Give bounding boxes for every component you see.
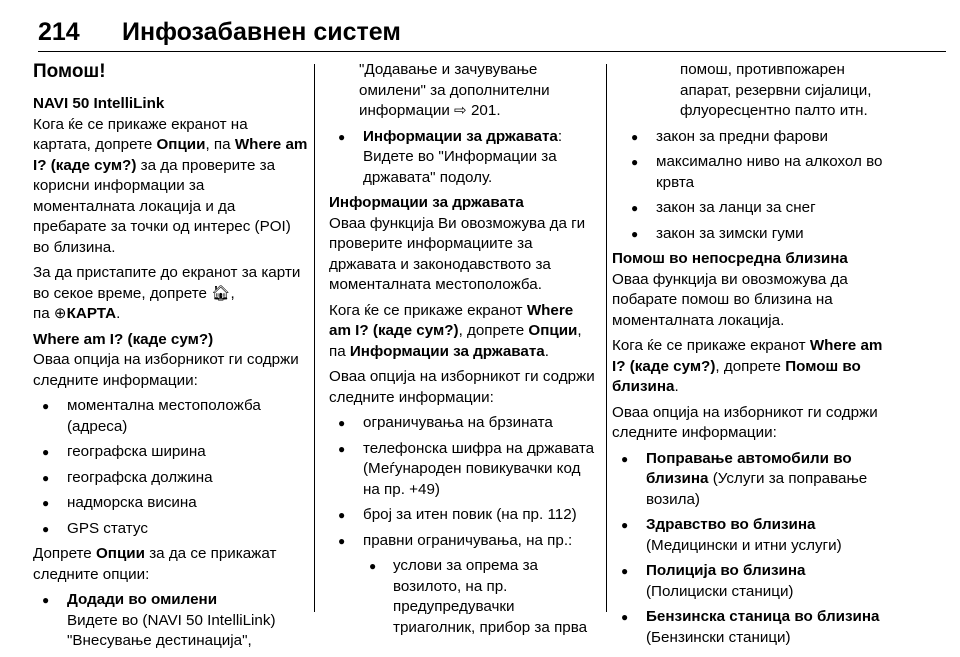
list-item: ● Додади во омилени	[33, 590, 308, 611]
paragraph: Оваа опција на изборникот ги содржи следните информации:	[33, 351, 299, 389]
paragraph: Кога ќе се прикаже екранот Where am I? (каде сум?), допрете Опции, па Информации за државата.	[329, 301, 582, 360]
list-item: ● закон за предни фарови	[622, 127, 896, 148]
nested-list	[329, 556, 597, 638]
subheading-country-info: Информации за државата	[329, 194, 524, 211]
home-icon: 🏠︎	[211, 284, 231, 302]
subheading-nearby-help: Помош во непосредна близина	[612, 250, 848, 267]
paragraph: Кога ќе се прикаже екранот Where am I? (каде сум?), допрете Помош во близина.	[612, 337, 883, 395]
paragraph: Допрете Опции за да се прикажат следните опции:	[33, 545, 277, 583]
list-item: ● моментална местоположба (адреса)	[33, 396, 308, 437]
header-rule	[38, 51, 946, 52]
column-divider	[314, 64, 315, 612]
column-2	[329, 60, 597, 643]
column-divider	[606, 64, 607, 612]
info-list	[329, 413, 597, 551]
list-item: ● Полиција во близина (Полициски станици)	[612, 561, 896, 602]
list-item: ● Информации за државата: Видете во "Информации за државата" подолу.	[329, 127, 597, 189]
paragraph: Кога ќе се прикаже екранот на картата, допрете Опции, па Where am I? (каде сум?) за да проверите за корисни информации за моменталната локација и да пребарате за точки од интерес (POI) во близина.	[33, 115, 308, 256]
list-item: ● Бензинска станица во близина (Бензински станици)	[612, 607, 896, 648]
column-1	[33, 60, 308, 657]
list-item: ● максимално ниво на алкохол во крвта	[622, 152, 896, 193]
list-item: ● географска должина	[33, 468, 308, 489]
list-item: ● услови за опрема за возилото, на пр. предупредувачки триаголник, прибор за прва	[329, 556, 597, 638]
list-item-continuation: помош, противпожарен апарат, резервни сијалици, флуоресцентно палто итн.	[680, 61, 872, 119]
list-item: ● телефонска шифра на државата (Меѓународен повикувачки код на пр. +49)	[329, 439, 597, 501]
list-item: ● закон за ланци за снег	[622, 198, 896, 219]
heading-help: Помош!	[33, 61, 106, 82]
column-3	[612, 60, 896, 653]
paragraph: Оваа функција ви овозможува да побарате помош во близина на моменталната локација.	[612, 270, 848, 329]
subheading-where-am-i: Where am I? (каде сум?)	[33, 330, 214, 348]
services-list	[612, 449, 896, 649]
info-list	[33, 396, 308, 539]
page-header	[38, 16, 946, 52]
paragraph: Оваа функција Ви овозможува да ги проверите информациите за државата и законодавството за моменталната местоположба.	[329, 214, 586, 293]
page-number: 214	[38, 18, 80, 46]
list-item: ● Здравство во близина (Медицински и итни услуги)	[612, 515, 896, 556]
paragraph: За да пристапите до екранот за карти во секое време, допрете 🏠︎, па ⊕КАРТА.	[33, 263, 308, 325]
map-icon: ⊕	[53, 305, 67, 322]
options-list	[329, 127, 597, 189]
list-item-continuation: Видете во (NAVI 50 IntelliLink) "Внесување дестинација",	[67, 611, 276, 649]
list-item: ● правни ограничувања, на пр.:	[329, 531, 597, 552]
list-item: ● Поправање автомобили во близина (Услуги за поправање возила)	[612, 449, 896, 511]
paragraph: Оваа опција на изборникот ги содржи следните информации:	[612, 403, 878, 441]
list-item: ● закон за зимски гуми	[622, 224, 896, 245]
list-item: ● GPS статус	[33, 519, 308, 540]
list-item-continuation: "Додавање и зачувување омилени" за дополнителни информации ⇨ 201.	[359, 61, 550, 119]
list-item: ● ограничувања на брзината	[329, 413, 597, 434]
list-item: ● географска ширина	[33, 442, 308, 463]
section-title: Инфозабавнен систем	[122, 18, 401, 46]
subheading-navi50: NAVI 50 IntelliLink	[33, 95, 165, 112]
list-item: ● надморска висина	[33, 493, 308, 514]
options-list	[33, 590, 308, 611]
list-item: ● број за итен повик (на пр. 112)	[329, 505, 597, 526]
nested-list	[622, 127, 896, 245]
paragraph: Оваа опција на изборникот ги содржи следните информации:	[329, 368, 595, 406]
